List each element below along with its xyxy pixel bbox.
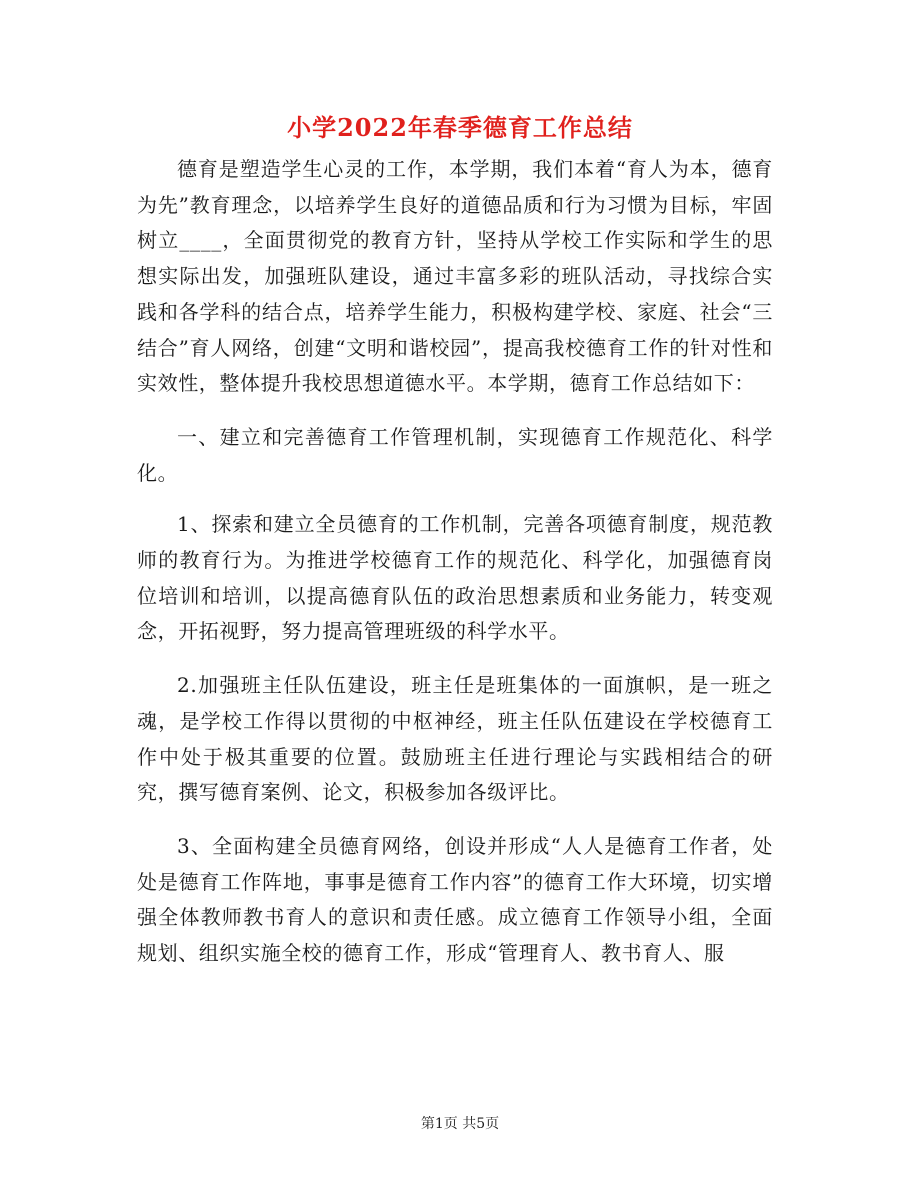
intro-paragraph: 德育是塑造学生心灵的工作，本学期，我们本着“育人为本，德育为先”教育理念，以培养学生良好的道德品质和行为习惯为目标，牢固树立____，全面贯彻党的教育方针，坚持从学校工作实际和学生的思想实际出发，加强班队建设，通过丰富多彩的班队活动，寻找综合实践和各学科的结合点，培养学生能力，积极构建学校、家庭、社会“三结合”育人网络，创建“文明和谐校园”，提高我校德育工作的针对性和实效性，整体提升我校思想道德水平。本学期，德育工作总结如下： xyxy=(137,157,773,396)
section-heading-1: 一、建立和完善德育工作管理机制，实现德育工作规范化、科学化。 xyxy=(137,424,773,485)
document-title: 小学2022年春季德育工作总结 xyxy=(287,113,633,142)
item-paragraph-2: 2.加强班主任队伍建设，班主任是班集体的一面旗帜，是一班之魂，是学校工作得以贯彻的中枢神经，班主任队伍建设在学校德育工作中处于极其重要的位置。鼓励班主任进行理论与实践相结合的研究，撰写德育案例、论文，积极参加各级评比。 xyxy=(137,673,773,805)
document-body xyxy=(137,152,773,990)
item-paragraph-1: 1、探索和建立全员德育的工作机制，完善各项德育制度，规范教师的教育行为。为推进学校德育工作的规范化、科学化，加强德育岗位培训和培训，以提高德育队伍的政治思想素质和业务能力，转变观念，开拓视野，努力提高管理班级的科学水平。 xyxy=(137,512,773,644)
page-number-footer: 第1页 共5页 xyxy=(420,1116,500,1132)
item-paragraph-3: 3、全面构建全员德育网络，创设并形成“人人是德育工作者，处处是德育工作阵地，事事是德育工作内容”的德育工作大环境，切实增强全体教师教书育人的意识和责任感。成立德育工作领导小组，全面规划、组织实施全校的德育工作，形成“管理育人、教书育人、服 xyxy=(137,833,773,966)
